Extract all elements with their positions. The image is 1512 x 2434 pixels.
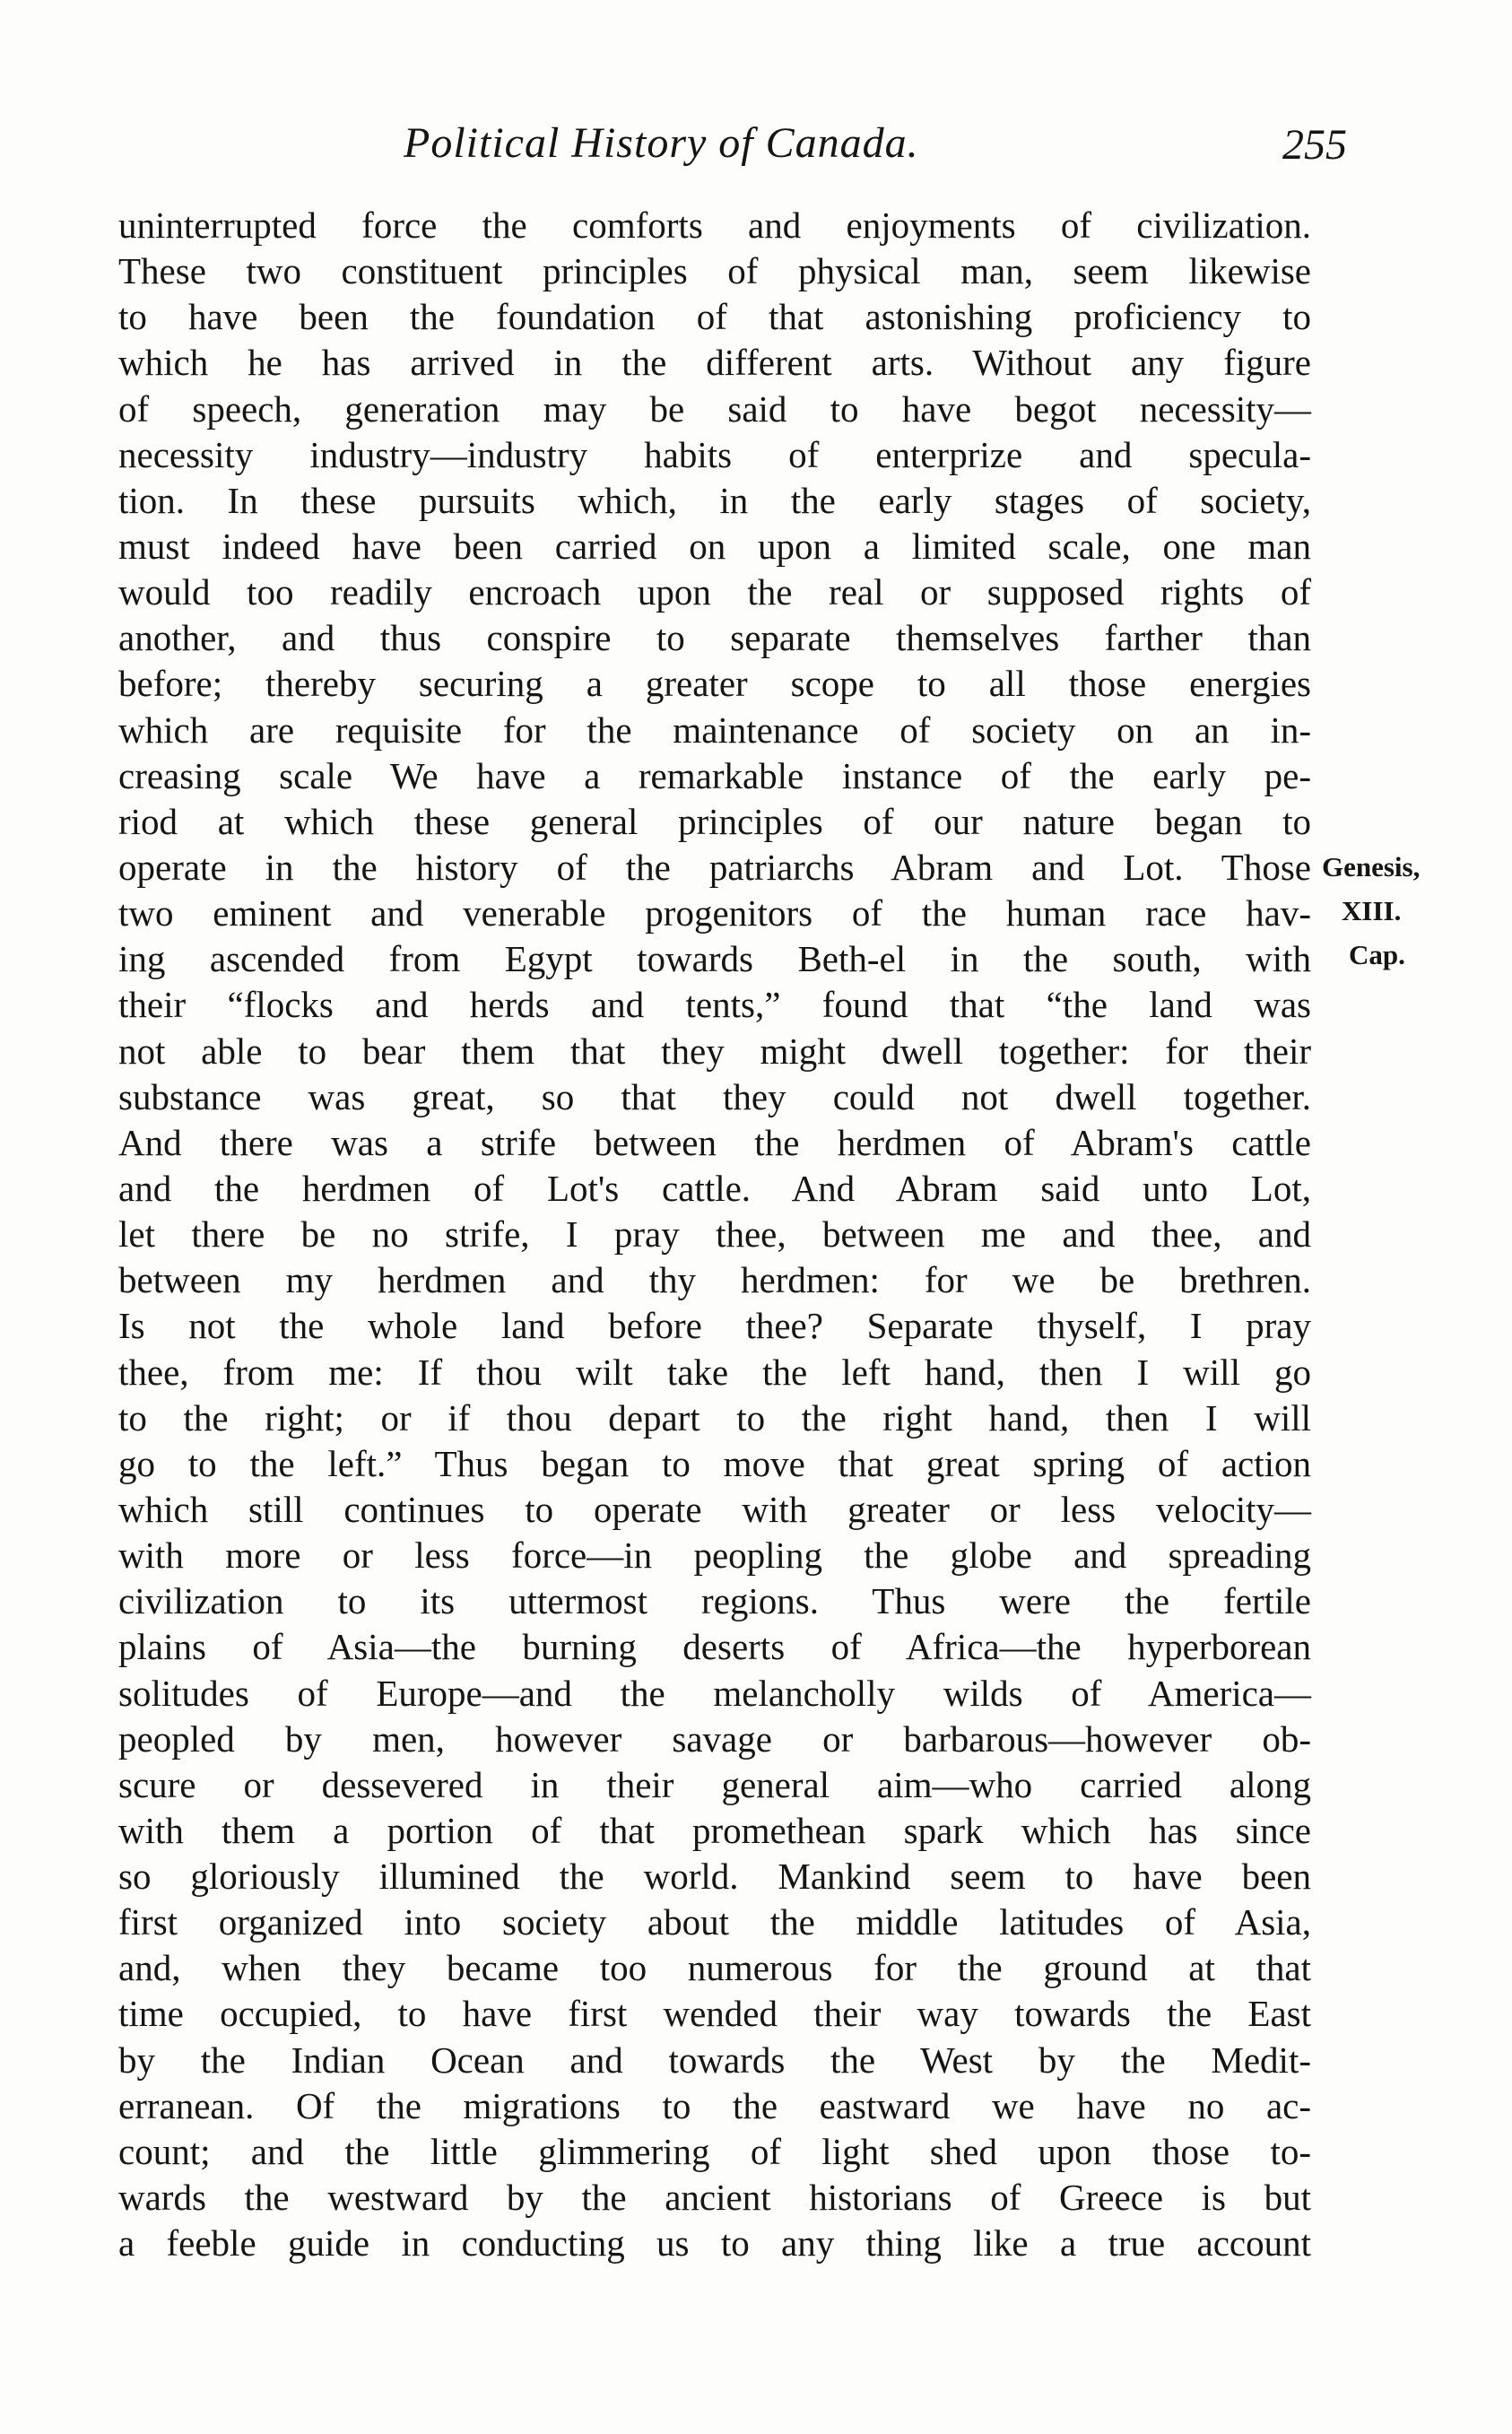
text-line: solitudes of Europe—and the melancholly wilds of America— — [118, 1672, 1311, 1714]
text-line: which still continues to operate with greater or less velocity— — [118, 1488, 1311, 1530]
text-line: must indeed have been carried on upon a limited scale, one man — [118, 525, 1311, 567]
text-line: which he has arrived in the different arts. Without any figure — [118, 342, 1311, 384]
text-line: erranean. Of the migrations to the eastward we have no ac- — [118, 2084, 1311, 2126]
text-line: wards the westward by the ancient historians of Greece is but — [118, 2177, 1311, 2219]
text-line: of speech, generation may be said to have begot necessity— — [118, 387, 1311, 430]
text-line: two eminent and venerable progenitors of the human race hav- — [118, 892, 1311, 934]
text-line: so gloriously illumined the world. Mankind seem to have been — [118, 1856, 1311, 1898]
text-line: would too readily encroach upon the real or supposed rights of — [118, 571, 1311, 613]
text-line: tion. In these pursuits which, in the early stages of society, — [118, 479, 1311, 521]
text-line: go to the left.” Thus began to move that great spring of action — [118, 1442, 1311, 1484]
body-text — [118, 203, 1311, 2266]
page-number: 255 — [1282, 121, 1347, 169]
text-line: with more or less force—in peopling the globe and spreading — [118, 1534, 1311, 1577]
text-line: their “flocks and herds and tents,” found that “the land was — [118, 984, 1311, 1026]
text-line: And there was a strife between the herdmen of Abram's cattle — [118, 1121, 1311, 1163]
text-line: substance was great, so that they could not dwell together. — [118, 1075, 1311, 1117]
text-line: with them a portion of that promethean spark which has since — [118, 1809, 1311, 1851]
margin-note-line: Genesis, — [1322, 851, 1421, 882]
text-line: scure or dessevered in their general aim—who carried along — [118, 1763, 1311, 1805]
text-line: uninterrupted force the comforts and enjoyments of civilization. — [118, 204, 1311, 246]
text-line: peopled by men, however savage or barbarous—however ob- — [118, 1717, 1311, 1760]
text-line: and the herdmen of Lot's cattle. And Abram said unto Lot, — [118, 1167, 1311, 1209]
text-line: between my herdmen and thy herdmen: for we be brethren. — [118, 1259, 1311, 1301]
text-line: not able to bear them that they might dwell together: for their — [118, 1030, 1311, 1072]
text-line: another, and thus conspire to separate themselves farther than — [118, 617, 1311, 659]
text-line: necessity industry—industry habits of enterprize and specula- — [118, 433, 1311, 475]
text-line: These two constituent principles of physical man, seem likewise — [118, 250, 1311, 292]
text-line: let there be no strife, I pray thee, between me and thee, and — [118, 1213, 1311, 1256]
text-line: Is not the whole land before thee? Separate thyself, I pray — [118, 1305, 1311, 1347]
text-line: civilization to its uttermost regions. Thus were the fertile — [118, 1580, 1311, 1622]
text-line: to the right; or if thou depart to the right hand, then I will — [118, 1396, 1311, 1439]
text-line: ing ascended from Egypt towards Beth-el in the south, with — [118, 938, 1311, 980]
text-line: before; thereby securing a greater scope to all those energies — [118, 663, 1311, 705]
text-line: time occupied, to have first wended their way towards the East — [118, 1993, 1311, 2035]
text-line: operate in the history of the patriarchs Abram and Lot. Those — [118, 846, 1311, 888]
margin-note-line: XIII. — [1342, 895, 1402, 926]
text-line: riod at which these general principles of our nature began to — [118, 800, 1311, 842]
margin-note — [1322, 845, 1420, 977]
margin-note-line: Cap. — [1349, 939, 1405, 970]
text-line: count; and the little glimmering of light shed upon those to- — [118, 2130, 1311, 2172]
text-line: plains of Asia—the burning deserts of Africa—the hyperborean — [118, 1626, 1311, 1668]
text-line: thee, from me: If thou wilt take the left hand, then I will go — [118, 1351, 1311, 1393]
text-line: first organized into society about the middle latitudes of Asia, — [118, 1901, 1311, 1943]
text-line: creasing scale We have a remarkable instance of the early pe- — [118, 754, 1311, 796]
running-title: Political History of Canada. — [404, 119, 919, 167]
text-line: by the Indian Ocean and towards the West by the Medit- — [118, 2038, 1311, 2081]
text-line: which are requisite for the maintenance of society on an in- — [118, 708, 1311, 751]
text-line: a feeble guide in conducting us to any thing like a true account — [118, 2222, 1311, 2264]
text-line: to have been the foundation of that astonishing proficiency to — [118, 296, 1311, 338]
text-line: and, when they became too numerous for the ground at that — [118, 1947, 1311, 1989]
